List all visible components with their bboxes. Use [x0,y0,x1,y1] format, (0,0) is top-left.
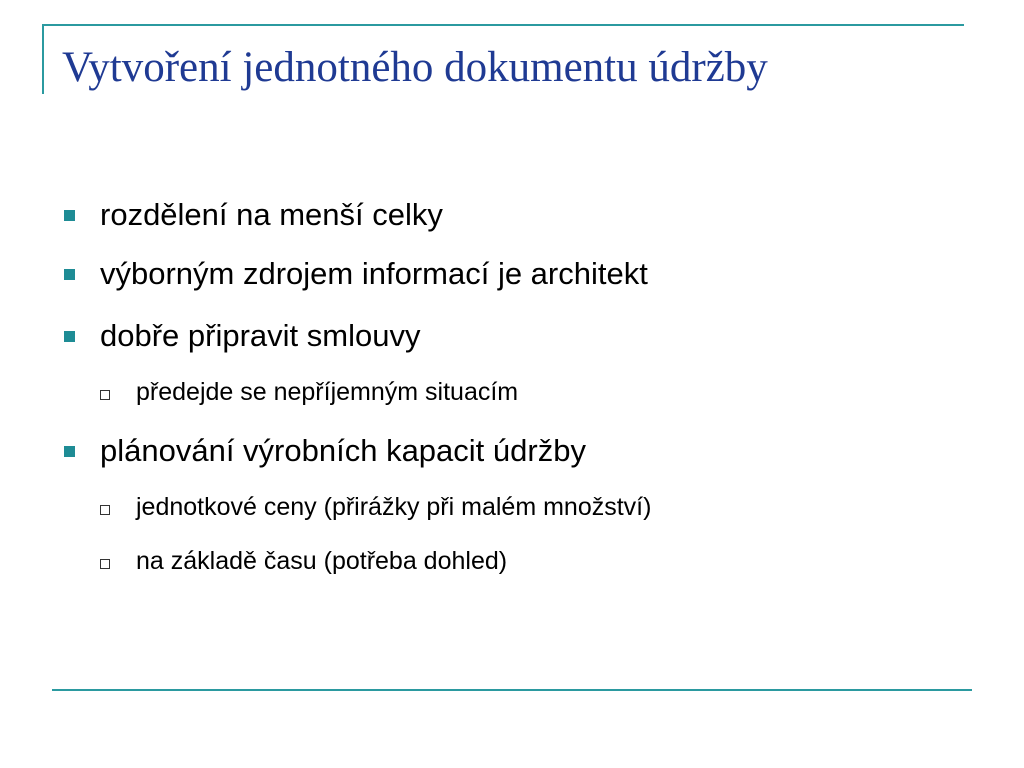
square-bullet-icon [64,446,75,457]
hollow-square-bullet-icon [100,390,110,400]
square-bullet-icon [64,210,75,221]
square-bullet-icon [64,331,75,342]
list-item [64,252,648,296]
list-item-text: rozdělení na menší celky [100,197,443,232]
square-bullet-icon [64,269,75,280]
hollow-square-bullet-icon [100,505,110,515]
list-item-text: jednotkové ceny (přirážky při malém množství) [136,492,652,521]
list-item [64,314,420,358]
list-item [64,193,443,237]
list-item-text: plánování výrobních kapacit údržby [100,433,586,468]
list-item-text: na základě času (potřeba dohled) [136,546,508,575]
slide-title: Vytvoření jednotného dokumentu údržby [62,44,768,91]
hollow-square-bullet-icon [100,559,110,569]
list-item-text: výborným zdrojem informací je architekt [100,256,648,291]
list-item-text: dobře připravit smlouvy [100,318,421,353]
footer-divider-line [52,689,972,691]
list-item [100,373,518,411]
list-item [100,542,507,580]
list-item [100,488,651,526]
list-item [64,429,586,473]
list-item-text: předejde se nepříjemným situacím [136,377,519,406]
